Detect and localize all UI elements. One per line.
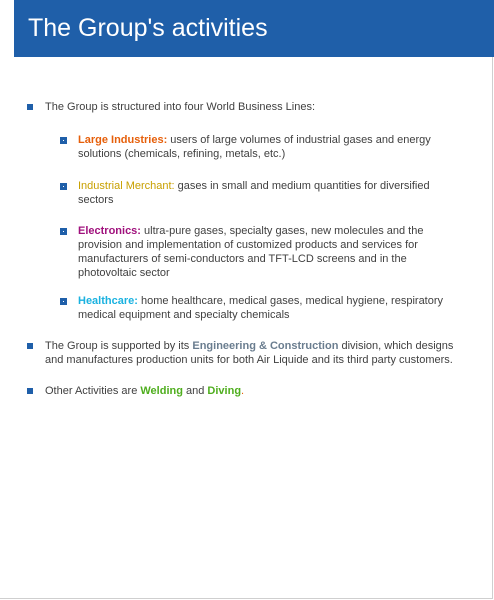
engineering-paragraph — [45, 339, 465, 367]
business-line-label: Healthcare: — [78, 295, 138, 307]
sub-bullet-icon — [60, 228, 67, 235]
diving-highlight: Diving — [207, 385, 242, 397]
welding-highlight: Welding — [140, 385, 183, 397]
other-activities-paragraph — [45, 384, 465, 398]
sub-bullet-icon — [60, 137, 67, 144]
other-period: . — [241, 385, 245, 397]
engineering-highlight: Engineering & Construction — [192, 340, 339, 352]
business-line-description: home healthcare, medical gases, medical hygiene, respiratory medical equipment and specialty chemicals — [78, 295, 444, 321]
sub-bullet-icon — [60, 183, 67, 190]
business-line-description: gases in small and medium quantities for diversified sectors — [78, 180, 430, 206]
title-bar — [14, 0, 494, 57]
business-line-description: users of large volumes of industrial gases and energy solutions (chemicals, refining, metals, etc.) — [78, 134, 431, 160]
bullet-square-icon — [27, 388, 33, 394]
business-line-label: Electronics: — [78, 225, 141, 237]
bullet-square-icon — [27, 104, 33, 110]
other-text-and: and — [182, 385, 208, 397]
bullet-square-icon — [27, 343, 33, 349]
sub-bullet-icon — [60, 298, 67, 305]
business-line-label: Industrial Merchant: — [78, 180, 175, 192]
business-line-industrial-merchant — [78, 179, 458, 207]
other-text-before: Other Activities are — [45, 385, 141, 397]
intro-text: The Group is structured into four World Business Lines: — [45, 101, 316, 113]
business-line-healthcare — [78, 294, 458, 322]
business-line-electronics — [78, 224, 458, 280]
business-line-label: Large Industries: — [78, 134, 168, 146]
slide-title: The Group's activities — [28, 14, 268, 42]
engineering-text-after: division, which designs and manufactures production units for both Air Liquide and its third party customers. — [45, 340, 454, 366]
business-line-large-industries — [78, 133, 458, 161]
business-line-description: ultra-pure gases, specialty gases, new molecules and the provision and implementation of customized products and services for manufacturers of semi-conductors and TFT-LCD screens and in the photovoltaic sector — [78, 225, 424, 279]
engineering-text-before: The Group is supported by its — [45, 340, 193, 352]
